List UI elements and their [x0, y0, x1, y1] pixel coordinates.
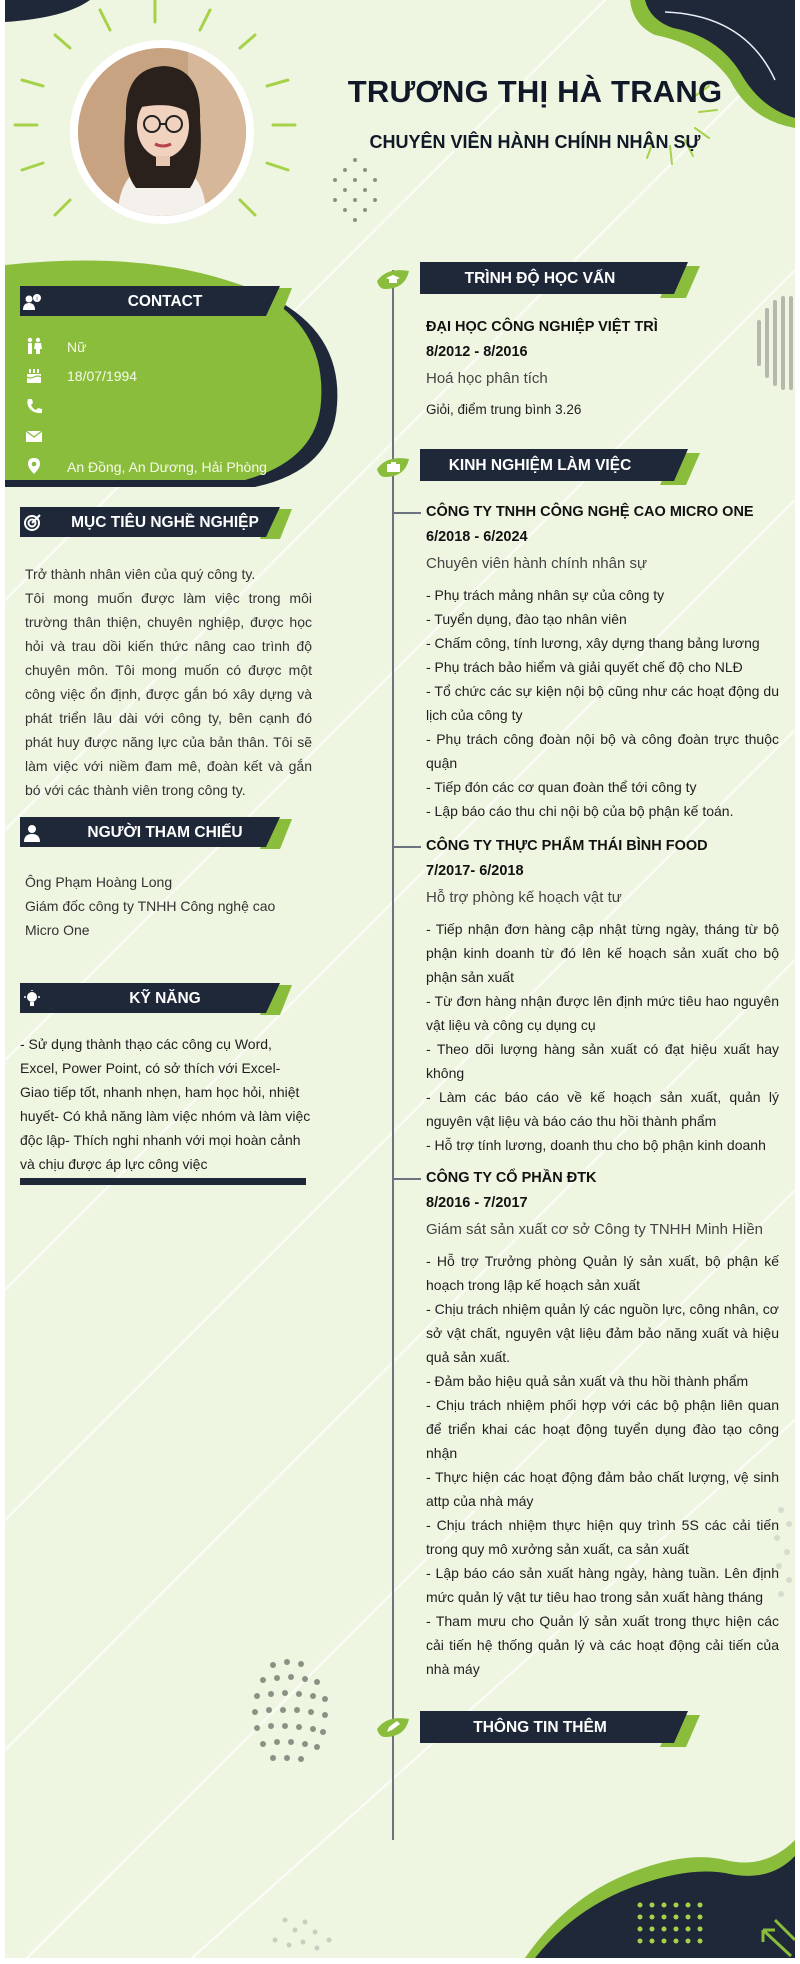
- duty-item: - Lập báo cáo sản xuất hàng ngày, hàng tuần. Lên định mức quản lý vật tư tiêu hao trong sản xuất hàng tháng: [426, 1565, 779, 1605]
- timeline-tick: [393, 1178, 421, 1180]
- duty-item: - Tuyển dụng, đào tạo nhân viên: [426, 611, 627, 627]
- duty-item: - Hỗ trợ tính lương, doanh thu cho bộ phận kinh doanh: [426, 1137, 766, 1153]
- duty-item: - Phụ trách mảng nhân sự của công ty: [426, 587, 665, 603]
- reference-name: Ông Phạm Hoàng Long: [25, 874, 173, 890]
- education-section: [426, 315, 779, 422]
- education-header: [420, 262, 690, 296]
- job-period: 8/2016 - 7/2017: [426, 1195, 528, 1211]
- duty-item: - Hỗ trợ Trưởng phòng Quản lý sản xuất, bộ phận kế hoạch trong lập kế hoạch sản xuất: [426, 1253, 779, 1293]
- duty-item: - Đảm bảo hiệu quả sản xuất và thu hồi thành phẩm: [426, 1373, 749, 1389]
- contact-title: CONTACT: [127, 293, 203, 310]
- company-name: CÔNG TY TNHH CÔNG NGHỆ CAO MICRO ONE: [426, 504, 754, 520]
- duty-item: - Lập báo cáo thu chi nội bộ của bộ phận kế toán.: [426, 803, 734, 819]
- gender-value: Nữ: [67, 339, 87, 355]
- duty-item: - Phụ trách bảo hiểm và giải quyết chế độ cho NLĐ: [426, 659, 743, 675]
- job-period: 7/2017- 6/2018: [426, 863, 524, 879]
- full-name: TRƯƠNG THỊ HÀ TRANG: [347, 74, 723, 109]
- experience-header: [420, 449, 690, 483]
- job-duties: [426, 1249, 779, 1681]
- duty-item: - Chịu trách nhiệm quản lý các nguồn lực, công nhân, cơ sở vật chất, nguyên vật liệu đảm bảo năng xuất và hiệu quả sản xuất.: [426, 1301, 779, 1365]
- cv-page: [5, 0, 795, 1958]
- timeline-tick: [393, 846, 421, 848]
- duty-item: - Tiếp nhận đơn hàng cập nhật từng ngày, tháng từ bộ phận kinh doanh từ đó lên kế hoạch sản xuất cho bộ phận sản xuất: [426, 921, 779, 985]
- user-contact-icon: [23, 293, 41, 311]
- email-icon: [25, 427, 43, 445]
- extra-info-header: [420, 1711, 690, 1745]
- cake-icon: [25, 366, 43, 384]
- address-value: An Đồng, An Dương, Hải Phòng: [67, 459, 267, 475]
- school-name: ĐẠI HỌC CÔNG NGHIỆP VIỆT TRÌ: [426, 319, 658, 335]
- skills-title: KỸ NĂNG: [129, 990, 201, 1007]
- duty-item: - Chịu trách nhiệm phối hợp với các bộ phận liên quan để triển khai các hoạt động tuyển dụng đào tạo công nhận: [426, 1397, 779, 1461]
- experience-title: KINH NGHIỆM LÀM VIỆC: [448, 457, 632, 474]
- education-grade: Giỏi, điểm trung bình 3.26: [426, 402, 582, 417]
- job-duties: [426, 583, 779, 823]
- job-duties: [426, 917, 779, 1157]
- duty-item: - Làm các báo cáo về kế hoạch sản xuất, quản lý nguyên vật liệu và báo cáo thu hồi thành phẩm: [426, 1089, 779, 1129]
- pencil-icon: [375, 1715, 411, 1739]
- person-icon: [23, 824, 41, 842]
- education-title: TRÌNH ĐỘ HỌC VẤN: [464, 270, 616, 287]
- profile-photo: [70, 40, 254, 224]
- timeline-tick: [393, 512, 421, 514]
- company-name: CÔNG TY THỰC PHẨM THÁI BÌNH FOOD: [426, 838, 708, 854]
- reference-position: Giám đốc công ty TNHH Công nghệ cao Micro One: [25, 898, 276, 938]
- objective-text: Trở thành nhân viên của quý công ty. Tôi mong muốn được làm việc trong môi trường thân thiện, chuyên nghiệp, được học hỏi và trau dồi kiến thức nâng cao trình độ chuyên môn. Tôi mong muốn có được một công việc ổn định, được gắn bó xây dựng và phát triển lâu dài với công ty, bên cạnh đó phát huy được năng lực của bản thân. Tôi sẽ làm việc với niềm đam mê, đoàn kết và gắn bó với các thành viên trong công ty.: [25, 566, 312, 798]
- phone-icon: [25, 397, 43, 415]
- briefcase-icon: [375, 455, 411, 479]
- duty-item: - Tổ chức các sự kiện nội bộ cũng như các hoạt động du lịch của công ty: [426, 683, 779, 723]
- duty-item: - Từ đơn hàng nhận được lên định mức tiêu hao nguyên vật liệu và công cụ dụng cụ: [426, 993, 779, 1033]
- gender-icon: [25, 337, 43, 355]
- duty-item: - Theo dõi lượng hàng sản xuất có đạt hiệu xuất hay không: [426, 1041, 779, 1081]
- job-title: CHUYÊN VIÊN HÀNH CHÍNH NHÂN SỰ: [369, 132, 701, 152]
- svg-text:i: i: [36, 296, 38, 303]
- education-major: Hoá học phân tích: [426, 370, 548, 387]
- duty-item: - Phụ trách công đoàn nội bộ và công đoàn trực thuộc quận: [426, 731, 779, 771]
- lightbulb-icon: [23, 990, 41, 1008]
- job-position: Chuyên viên hành chính nhân sự: [426, 555, 648, 572]
- duty-item: - Tham mưu cho Quản lý sản xuất trong thực hiện các cải tiến hệ thống quản lý và các hoạt động cải tiến của nhà máy: [426, 1613, 779, 1677]
- skills-text: - Sử dụng thành thạo các công cụ Word, Excel, Power Point, có sở thích với Excel- Giao tiếp tốt, nhanh nhẹn, ham học hỏi, nhiệt huyết- Có khả năng làm việc nhóm và làm việc độc lập- Thích nghi nhanh với mọi hoàn cảnh và chịu được áp lực công việc: [20, 1036, 311, 1172]
- company-name: CÔNG TY CỔ PHẦN ĐTK: [426, 1170, 597, 1186]
- objective-title: MỤC TIÊU NGHỀ NGHIỆP: [71, 514, 259, 531]
- duty-item: - Chấm công, tính lương, xây dựng thang bảng lương: [426, 635, 760, 651]
- job-period: 6/2018 - 6/2024: [426, 529, 528, 545]
- reference-block: [25, 870, 312, 942]
- duty-item: - Chịu trách nhiệm thực hiện quy trình 5S các cải tiến trong quy mô xưởng sản xuất, ca sản xuất: [426, 1517, 779, 1557]
- graduation-cap-icon: [375, 267, 411, 291]
- extra-info-title: THÔNG TIN THÊM: [473, 1719, 607, 1736]
- target-icon: [23, 514, 41, 532]
- birthday-value: 18/07/1994: [67, 368, 138, 384]
- job-position: Hỗ trợ phòng kế hoạch vật tư: [426, 889, 622, 906]
- duty-item: - Tiếp đón các cơ quan đoàn thể tới công ty: [426, 779, 697, 795]
- location-pin-icon: [25, 457, 43, 475]
- job-entry: [426, 500, 779, 823]
- duty-item: - Thực hiện các hoạt động đảm bảo chất lượng, vệ sinh attp của nhà máy: [426, 1469, 779, 1509]
- reference-title: NGƯỜI THAM CHIẾU: [87, 824, 243, 841]
- job-entry: [426, 834, 779, 1157]
- education-period: 8/2012 - 8/2016: [426, 344, 528, 360]
- job-entry: [426, 1166, 779, 1681]
- job-position: Giám sát sản xuất cơ sở Công ty TNHH Minh Hiền: [426, 1221, 764, 1238]
